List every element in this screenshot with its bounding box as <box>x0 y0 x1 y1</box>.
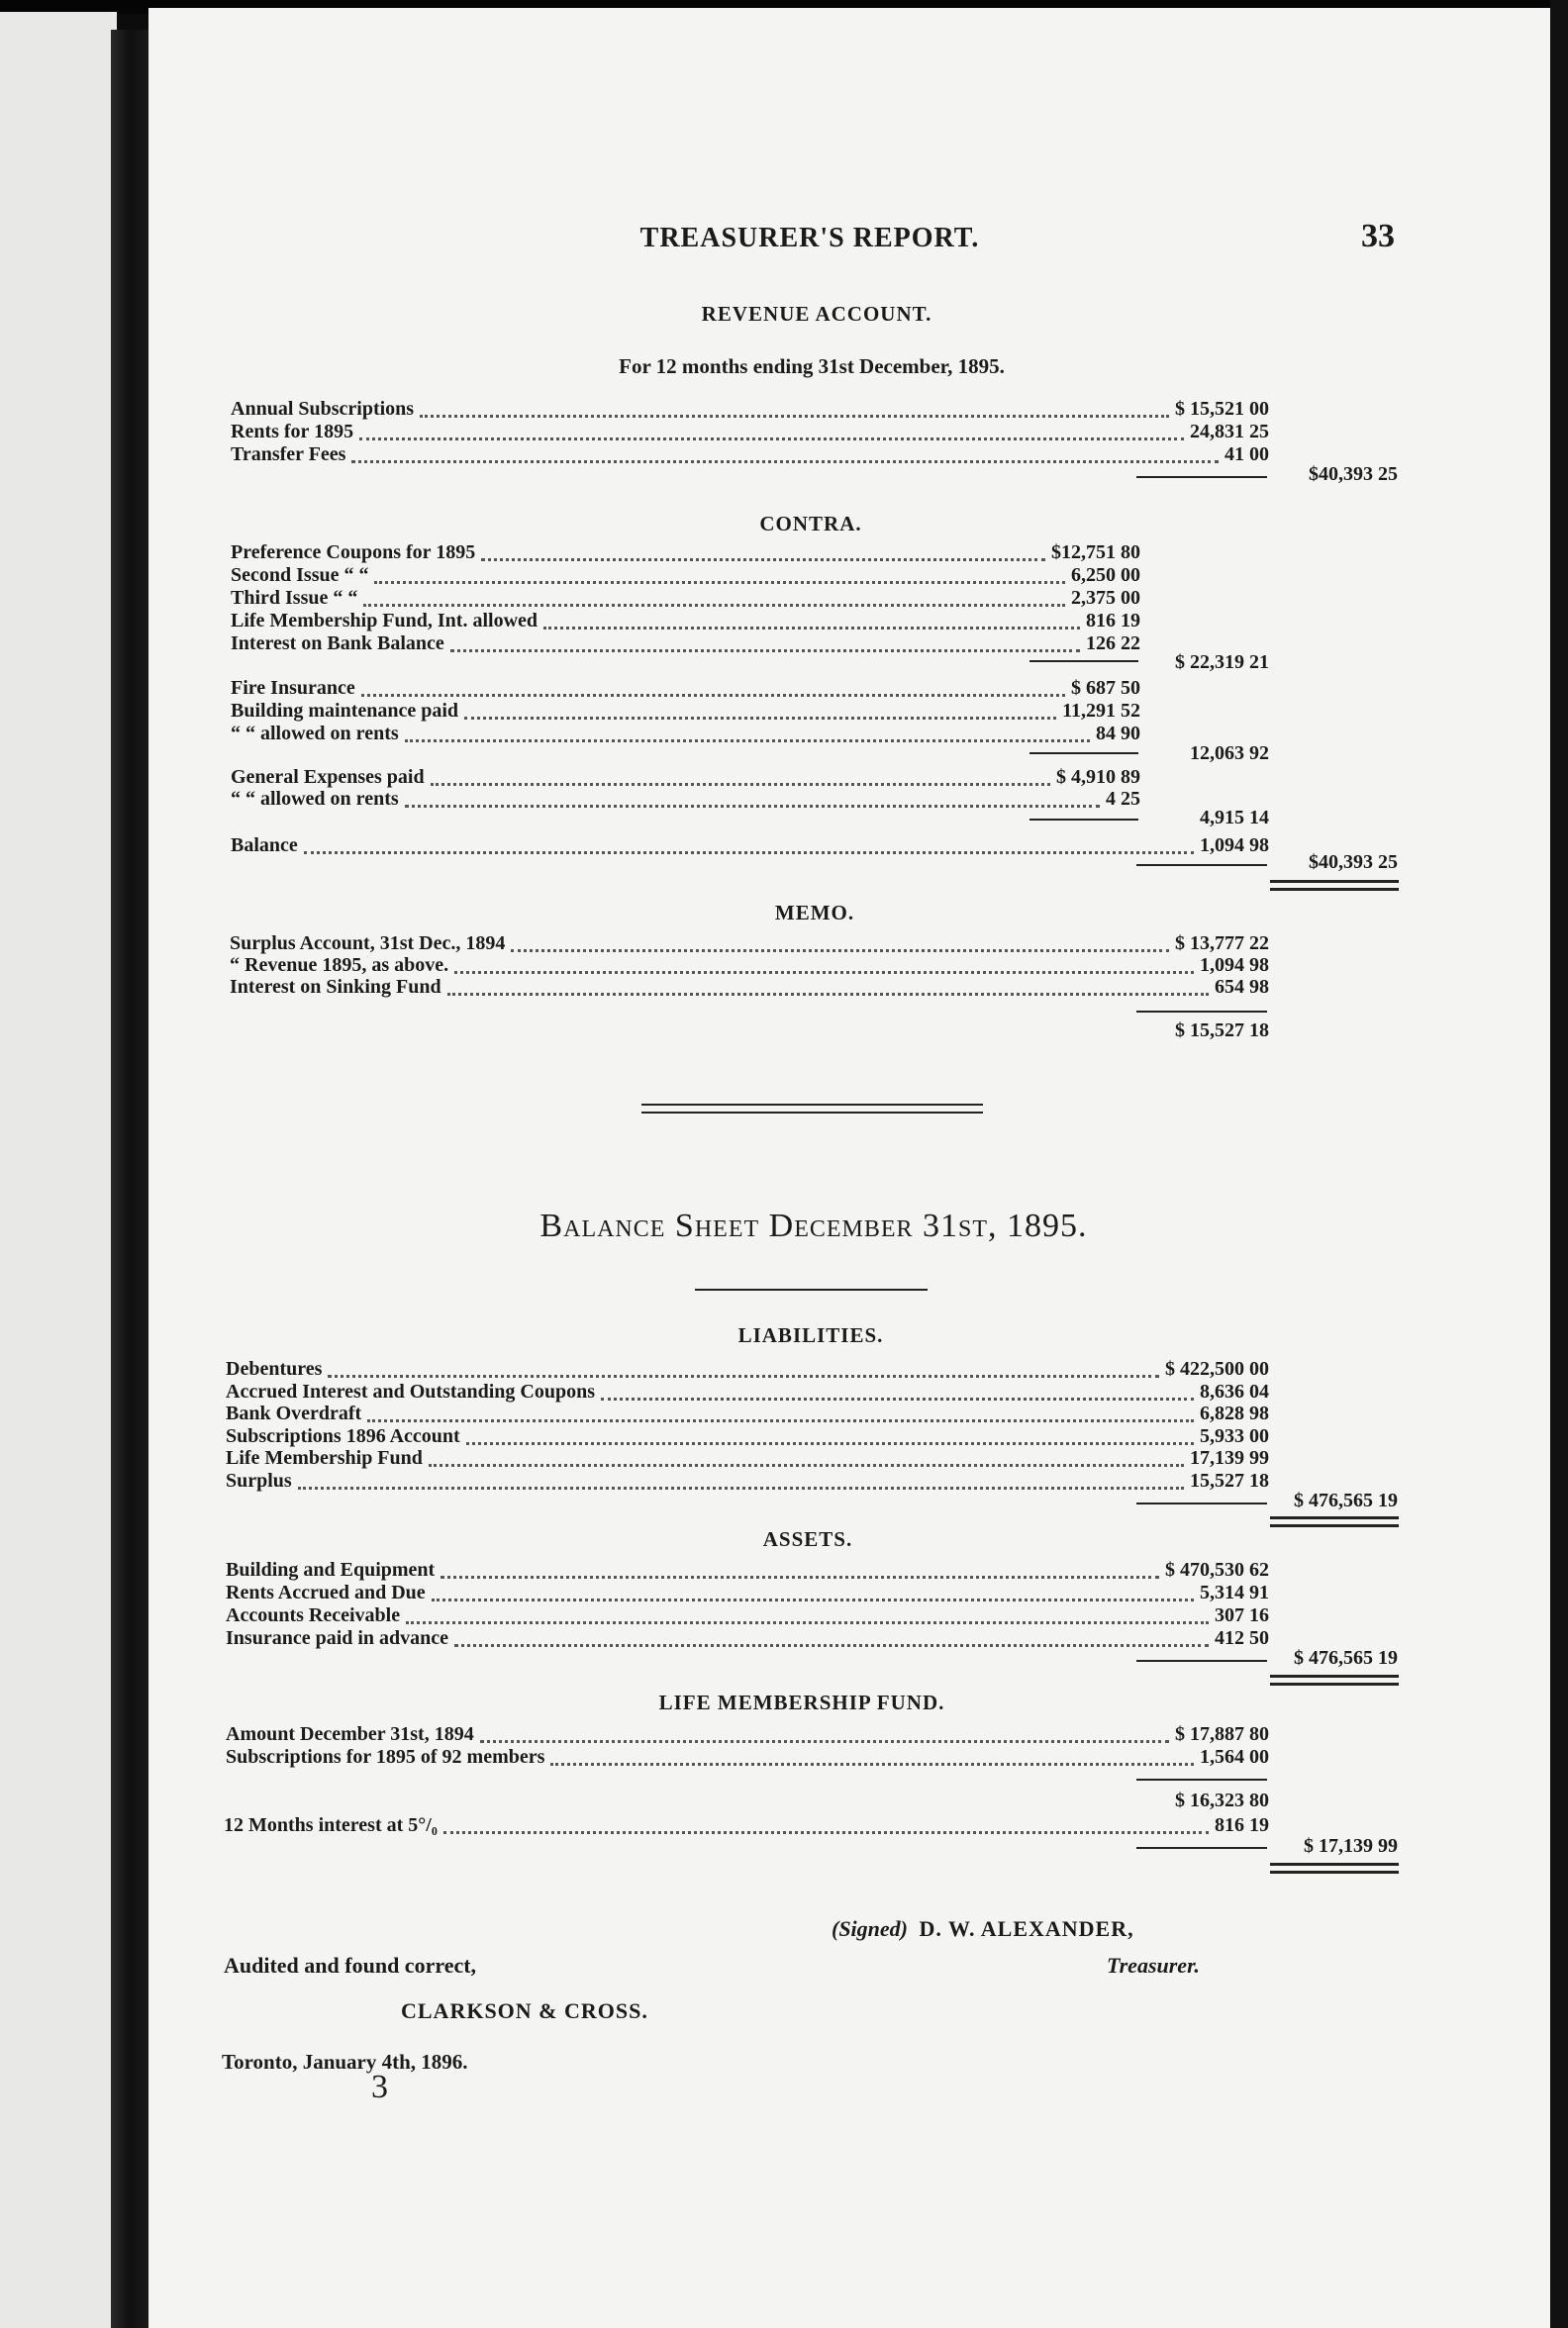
dot-leader <box>405 783 1100 808</box>
dot-leader <box>601 1376 1194 1401</box>
ledger-label: Subscriptions 1896 Account <box>226 1424 460 1447</box>
dot-leader <box>374 559 1065 584</box>
page-number: 33 <box>1361 218 1395 254</box>
dot-leader <box>406 1600 1209 1624</box>
auditor-name: CLARKSON & CROSS. <box>401 1998 648 2023</box>
ledger-amount: 24,831 25 <box>1190 421 1269 442</box>
contra-group2-rule <box>1029 752 1138 754</box>
ledger-amount: 2,375 00 <box>1071 587 1140 609</box>
life-membership-rule <box>1136 1779 1267 1781</box>
contra-balance-rule <box>1136 864 1267 866</box>
dot-leader <box>466 1420 1194 1445</box>
ledger-label: “ “ allowed on rents <box>231 788 399 810</box>
ledger-label: 12 Months interest at 5°/₀ <box>224 1814 438 1836</box>
ledger-label: Accounts Receivable <box>226 1604 401 1626</box>
revenue-subtitle: For 12 months ending 31st December, 1895. <box>619 354 1005 378</box>
ledger-amount: 6,828 98 <box>1200 1403 1269 1424</box>
dot-leader <box>464 695 1056 720</box>
dot-leader <box>298 1465 1184 1490</box>
ledger-label: Subscriptions for 1895 of 92 members <box>226 1746 545 1768</box>
ledger-amount: 84 90 <box>1096 723 1140 744</box>
signature-line <box>832 1916 1134 1942</box>
memo-rule <box>1136 1011 1267 1013</box>
assets-title: ASSETS. <box>762 1527 853 1551</box>
section-separator <box>641 1104 983 1114</box>
ledger-amount: 816 19 <box>1086 610 1140 631</box>
revenue-total: $40,393 25 <box>1309 463 1398 485</box>
contra-group3-total: 4,915 14 <box>1200 807 1269 828</box>
ledger-row <box>0 1469 1568 1493</box>
revenue-rule <box>1136 476 1267 478</box>
memo-title: MEMO. <box>774 901 855 924</box>
ledger-row <box>0 631 1568 655</box>
life-membership-total: $ 17,139 99 <box>1304 1835 1398 1857</box>
contra-group1-total: $ 22,319 21 <box>1175 651 1269 673</box>
assets-rule <box>1136 1660 1267 1662</box>
ledger-label: General Expenses paid <box>231 766 425 788</box>
dot-leader <box>304 829 1194 854</box>
scan-right-border <box>1550 0 1568 2328</box>
running-head: TREASURER'S REPORT. <box>639 223 980 253</box>
ledger-amount: $ 17,887 80 <box>1175 1723 1269 1745</box>
ledger-amount: 8,636 04 <box>1200 1380 1269 1403</box>
dot-leader <box>543 605 1080 630</box>
ledger-label: Fire Insurance <box>231 677 355 699</box>
facing-page-edge <box>0 12 117 2328</box>
ledger-row <box>0 1745 1568 1769</box>
contra-group1-rule <box>1029 660 1138 662</box>
assets-double-rule <box>1270 1675 1399 1686</box>
ledger-amount: 5,314 91 <box>1200 1582 1269 1603</box>
ledger-amount: 126 22 <box>1086 632 1140 654</box>
dot-leader <box>405 718 1090 742</box>
ledger-amount: 412 50 <box>1215 1627 1269 1649</box>
ledger-amount: $ 422,500 00 <box>1165 1358 1269 1380</box>
dot-leader <box>361 672 1065 697</box>
dot-leader <box>480 1718 1169 1743</box>
ledger-amount: 4 25 <box>1106 788 1140 810</box>
ledger-label: Amount December 31st, 1894 <box>226 1723 474 1745</box>
dot-leader <box>351 438 1219 463</box>
life-membership-interest-rule <box>1136 1847 1267 1849</box>
dot-leader <box>481 536 1045 561</box>
ledger-amount: 15,527 18 <box>1190 1469 1269 1492</box>
ledger-amount: 5,933 00 <box>1200 1424 1269 1447</box>
ledger-amount: 816 19 <box>1215 1814 1269 1836</box>
ledger-row <box>0 1813 1568 1837</box>
ledger-label: Insurance paid in advance <box>226 1627 449 1649</box>
dot-leader <box>443 1809 1209 1834</box>
ledger-label: Surplus <box>226 1469 292 1492</box>
balance-sheet-title-rule <box>695 1289 928 1291</box>
dot-leader <box>441 1554 1159 1579</box>
ledger-label: Building maintenance paid <box>231 700 459 722</box>
ledger-amount: 1,564 00 <box>1200 1746 1269 1768</box>
ledger-amount: $ 15,521 00 <box>1175 398 1269 420</box>
assets-total: $ 476,565 19 <box>1294 1647 1398 1669</box>
liabilities-double-rule <box>1270 1516 1399 1527</box>
dot-leader <box>447 971 1209 996</box>
signature-mark: 3 <box>371 2069 388 2105</box>
ledger-label: Rents for 1895 <box>231 421 354 442</box>
ledger-amount: $ 4,910 89 <box>1056 766 1140 788</box>
contra-double-rule <box>1270 880 1399 891</box>
ledger-label: Life Membership Fund, Int. allowed <box>231 610 539 631</box>
dot-leader <box>432 1577 1194 1601</box>
dot-leader <box>454 1622 1209 1647</box>
life-membership-title: LIFE MEMBERSHIP FUND. <box>658 1691 945 1714</box>
ledger-label: Surplus Account, 31st Dec., 1894 <box>230 932 506 954</box>
dot-leader <box>367 1398 1194 1422</box>
ledger-label: Third Issue “ “ <box>231 587 358 609</box>
dot-leader <box>328 1353 1159 1378</box>
ledger-label: Interest on Bank Balance <box>231 632 444 654</box>
balance-sheet-title: Balance Sheet December 31st, 1895. <box>539 1208 1088 1244</box>
audit-statement: Audited and found correct, <box>224 1953 477 1978</box>
life-membership-double-rule <box>1270 1863 1399 1874</box>
dot-leader <box>429 1442 1184 1467</box>
dot-leader <box>550 1741 1194 1766</box>
ledger-label: Bank Overdraft <box>226 1403 362 1424</box>
ledger-label: Building and Equipment <box>226 1559 436 1581</box>
ledger-label: Accrued Interest and Outstanding Coupons <box>226 1380 596 1403</box>
liabilities-rule <box>1136 1503 1267 1504</box>
ledger-row <box>0 722 1568 745</box>
dot-leader <box>363 582 1065 607</box>
ledger-amount: 11,291 52 <box>1062 700 1140 722</box>
ledger-label: Rents Accrued and Due <box>226 1582 426 1603</box>
contra-title: CONTRA. <box>759 512 862 535</box>
life-membership-subtotal: $ 16,323 80 <box>1175 1790 1269 1811</box>
contra-group3-rule <box>1029 819 1138 821</box>
ledger-amount: 41 00 <box>1225 443 1269 465</box>
ledger-label: Interest on Sinking Fund <box>230 976 441 998</box>
ledger-label: Second Issue “ “ <box>231 564 369 586</box>
dot-leader <box>359 416 1184 440</box>
ledger-row <box>0 975 1568 999</box>
liabilities-total: $ 476,565 19 <box>1294 1490 1398 1511</box>
treasurer-name: D. W. ALEXANDER, <box>919 1916 1134 1941</box>
ledger-amount: 1,094 98 <box>1200 954 1269 976</box>
ledger-amount: $ 687 50 <box>1071 677 1140 699</box>
dot-leader <box>420 393 1169 418</box>
contra-group2-total: 12,063 92 <box>1190 742 1269 764</box>
dot-leader <box>450 628 1080 652</box>
ledger-label: Life Membership Fund <box>226 1447 423 1469</box>
revenue-title: REVENUE ACCOUNT. <box>701 302 932 326</box>
ledger-amount: 654 98 <box>1215 976 1269 998</box>
ledger-amount: 6,250 00 <box>1071 564 1140 586</box>
ledger-amount: $ 13,777 22 <box>1175 932 1269 954</box>
contra-total: $40,393 25 <box>1309 851 1398 873</box>
liabilities-title: LIABILITIES. <box>737 1323 884 1347</box>
ledger-label: Transfer Fees <box>231 443 346 465</box>
ledger-amount: $ 470,530 62 <box>1165 1559 1269 1581</box>
ledger-amount: $12,751 80 <box>1051 541 1140 563</box>
ledger-label: Preference Coupons for 1895 <box>231 541 476 563</box>
ledger-amount: 307 16 <box>1215 1604 1269 1626</box>
place-date: Toronto, January 4th, 1896. <box>222 2050 468 2074</box>
signed-prefix: (Signed) <box>832 1916 908 1941</box>
treasurer-title: Treasurer. <box>1107 1953 1200 1978</box>
ledger-amount: 1,094 98 <box>1200 834 1269 856</box>
ledger-label: Balance <box>231 834 298 856</box>
memo-total: $ 15,527 18 <box>1175 1019 1269 1041</box>
ledger-label: Annual Subscriptions <box>231 398 415 420</box>
ledger-label: Debentures <box>226 1358 323 1380</box>
ledger-label: “ Revenue 1895, as above. <box>230 954 449 976</box>
ledger-label: “ “ allowed on rents <box>231 723 399 744</box>
ledger-amount: 17,139 99 <box>1190 1447 1269 1469</box>
ledger-row <box>0 787 1568 811</box>
